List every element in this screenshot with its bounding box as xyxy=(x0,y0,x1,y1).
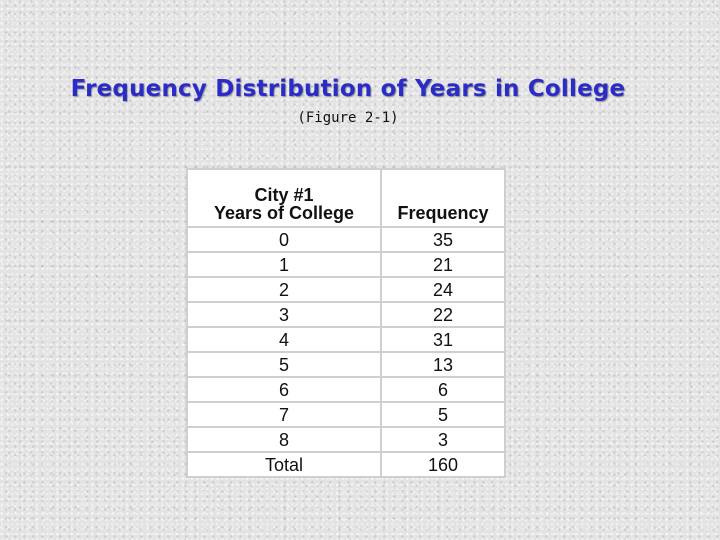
table-row xyxy=(187,227,505,252)
frequency-cell: 5 xyxy=(381,402,505,427)
figure-caption: (Figure 2-1) xyxy=(297,110,399,126)
table-row xyxy=(187,377,505,402)
frequency-cell: 6 xyxy=(381,377,505,402)
frequency-cell: 35 xyxy=(381,227,505,252)
total-label: Total xyxy=(187,452,381,477)
total-value: 160 xyxy=(381,452,505,477)
table-row xyxy=(187,402,505,427)
table-row xyxy=(187,277,505,302)
header-years-of-college xyxy=(187,169,381,227)
frequency-cell: 21 xyxy=(381,252,505,277)
years-cell: 4 xyxy=(187,327,381,352)
slide-title: Frequency Distribution of Years in College xyxy=(70,76,626,102)
frequency-cell: 13 xyxy=(381,352,505,377)
frequency-table xyxy=(186,168,506,478)
years-cell: 0 xyxy=(187,227,381,252)
frequency-cell: 3 xyxy=(381,427,505,452)
years-cell: 1 xyxy=(187,252,381,277)
table-row xyxy=(187,252,505,277)
header-city-label: City #1 xyxy=(254,185,314,205)
header-years-label: Years of College xyxy=(213,203,355,223)
table-row xyxy=(187,302,505,327)
table-total-row xyxy=(187,452,505,477)
years-cell: 2 xyxy=(187,277,381,302)
years-cell: 3 xyxy=(187,302,381,327)
frequency-cell: 24 xyxy=(381,277,505,302)
years-cell: 8 xyxy=(187,427,381,452)
frequency-cell: 22 xyxy=(381,302,505,327)
years-cell: 6 xyxy=(187,377,381,402)
years-cell: 5 xyxy=(187,352,381,377)
table-row xyxy=(187,327,505,352)
years-cell: 7 xyxy=(187,402,381,427)
table-row xyxy=(187,427,505,452)
frequency-cell: 31 xyxy=(381,327,505,352)
table-header-row xyxy=(187,169,505,227)
header-frequency: Frequency xyxy=(381,169,505,227)
table-row xyxy=(187,352,505,377)
